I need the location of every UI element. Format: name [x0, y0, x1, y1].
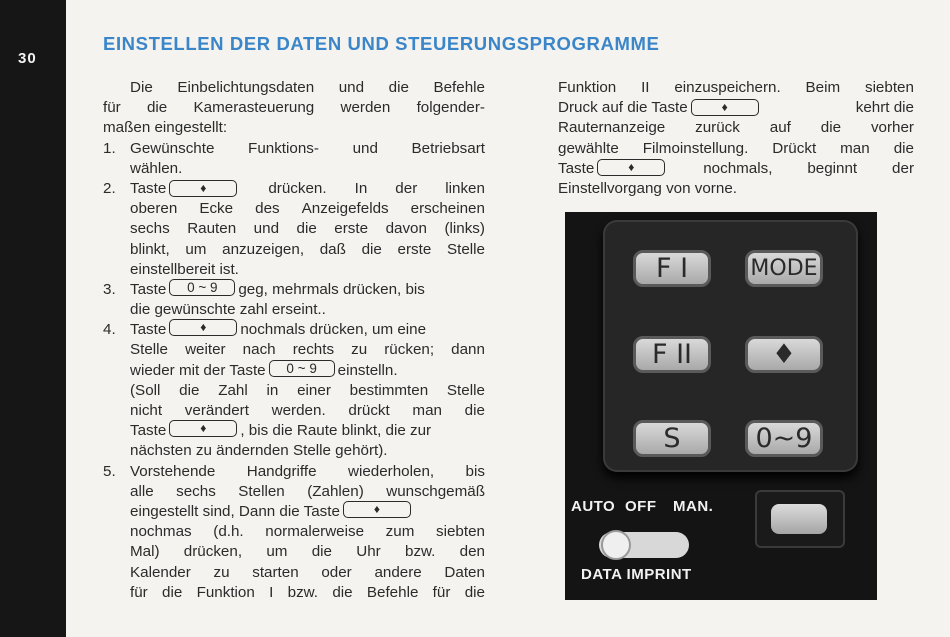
text-line: Taste ♦ nochmals, beginnt der	[558, 159, 914, 177]
text-line: (Soll die Zahl in einer bestimmten Stelle	[130, 381, 485, 399]
diamond-key-icon: ♦	[691, 99, 759, 116]
f1-button: F I	[633, 250, 711, 287]
diamond-key-icon: ♦	[597, 159, 665, 176]
diamond-key-icon: ♦	[169, 420, 237, 437]
text-line: wieder mit der Taste 0 ~ 9 einstelln.	[130, 360, 398, 379]
diamond-key-icon: ♦	[169, 319, 237, 336]
diamond-key-icon: ♦	[169, 180, 237, 197]
text-line: Mal) drücken, um die Uhr bzw. den	[130, 543, 485, 561]
text-line: maßen eingestellt:	[103, 119, 228, 137]
text-line: alle sechs Stellen (Zahlen) wunschgemäß	[130, 482, 485, 500]
text-line: nicht verändert werden. drückt man die	[130, 402, 485, 419]
digits-key-icon: 0 ~ 9	[169, 279, 235, 296]
text-line: Kalender zu starten oder andere Daten	[130, 563, 485, 581]
text-line: Druck auf die Taste ♦ kehrt die	[558, 99, 914, 117]
right-column	[558, 78, 914, 199]
text-line: Stelle weiter nach rechts zu rücken; dann	[130, 341, 485, 359]
camera-control-panel-photo	[565, 212, 877, 600]
page-number: 30	[18, 50, 37, 67]
f2-button: F II	[633, 336, 711, 373]
text-line: blinkt, um anzuzeigen, daß die erste Stelle	[130, 240, 485, 258]
list-item-2: 2. Taste ♦ drücken. In der linken	[103, 179, 485, 197]
text-line: einstellbereit ist.	[130, 260, 239, 278]
text-line: Die Einbelichtungsdaten und die Befehle	[130, 79, 485, 96]
text-line: für die Kamerasteuerung werden folgender-	[103, 99, 485, 117]
text-line: für die Funktion I bzw. die Befehle für die	[130, 583, 485, 601]
button-panel	[603, 220, 858, 472]
text-line: gewählte Filmoinstellung. Drückt man die	[558, 139, 914, 157]
text-line: sechs Rauten und die erste davon (links)	[130, 220, 485, 238]
list-item-1: 1. Gewünschte Funktions- und Betriebsart	[103, 139, 485, 157]
text-line: oberen Ecke des Anzeigefelds erscheinen	[130, 200, 485, 218]
text-line: Rauternanzeige zurück auf die vorher	[558, 119, 914, 137]
side-strip	[0, 0, 66, 637]
auto-label: AUTO	[571, 498, 616, 515]
text-line: eingestellt sind, Dann die Taste ♦	[103, 502, 485, 522]
text-line: Taste ♦ , bis die Raute blinkt, die zur	[130, 421, 432, 440]
list-item-4: 4. Taste ♦ nochmals drücken, um eine	[103, 320, 427, 339]
text-line: die gewünschte zahl erseint..	[130, 301, 326, 319]
off-label: OFF	[625, 498, 657, 515]
digits-key-icon: 0 ~ 9	[269, 360, 335, 377]
section-heading: EINSTELLEN DER DATEN UND STEUERUNGSPROGRAMME	[103, 33, 660, 54]
diamond-button: ♦	[745, 336, 823, 373]
text-line: nächsten zu ändernden Stelle gehört).	[130, 442, 388, 460]
man-label: MAN.	[673, 498, 714, 515]
imprint-button	[755, 490, 845, 548]
text-line: Einstellvorgang von vorne.	[558, 179, 737, 197]
text-line: Funktion II einzuspeichern. Beim siebten	[558, 79, 914, 96]
s-button: S	[633, 420, 711, 457]
text-line: nochmas (d.h. normalerweise zum siebten	[130, 523, 485, 541]
data-imprint-label: DATA IMPRINT	[581, 566, 692, 583]
left-column	[103, 78, 485, 603]
switch-knob	[601, 530, 631, 560]
list-item-3: 3. Taste 0 ~ 9 geg, mehrmals drücken, bis	[103, 279, 425, 298]
digits-button: 0~9	[745, 420, 823, 457]
text-line: wählen.	[130, 159, 183, 177]
diamond-key-icon: ♦	[343, 501, 411, 518]
mode-button: MODE	[745, 250, 823, 287]
list-item-5: 5. Vorstehende Handgriffe wiederholen, bis	[103, 462, 485, 480]
